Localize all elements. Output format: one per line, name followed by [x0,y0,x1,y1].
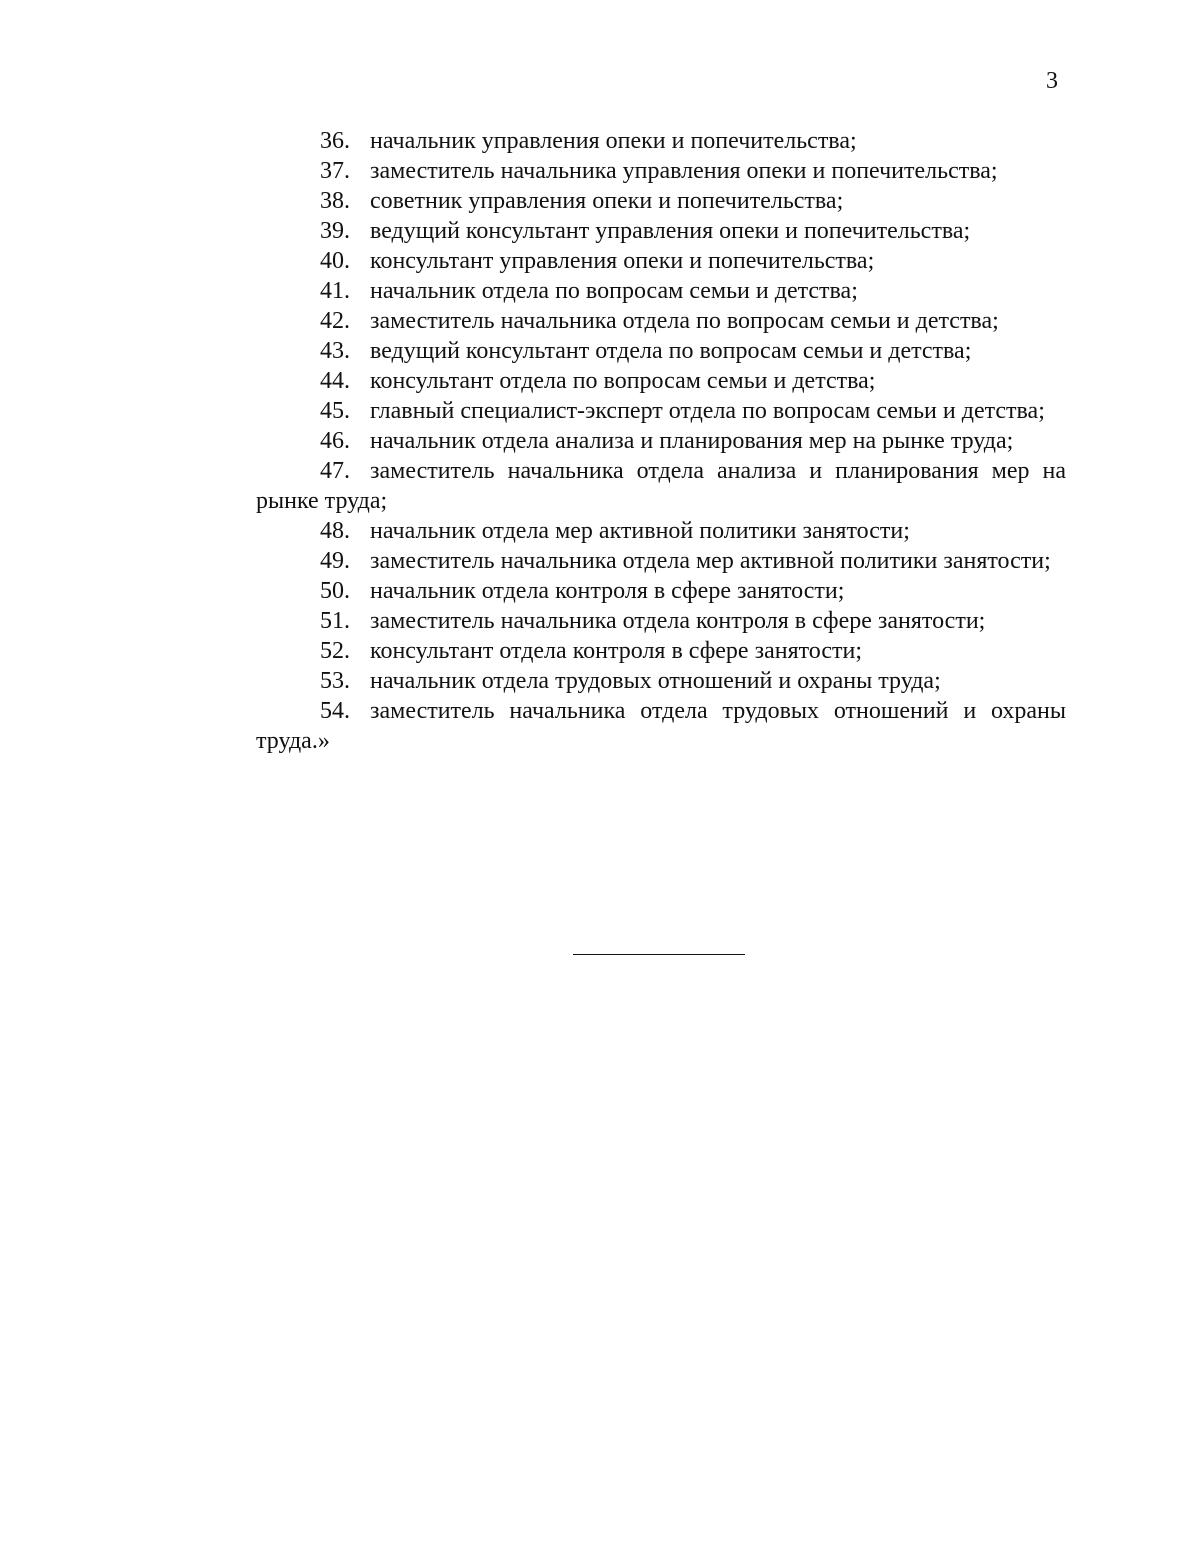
item-text: начальник отдела анализа и планирования мер на рынке труда; [370,428,1014,454]
item-text: главный специалист-эксперт отдела по вопросам семьи и детства; [370,398,1045,424]
item-number: 46. [320,428,350,454]
item-text: консультант управления опеки и попечительства; [370,248,875,274]
item-number: 54. [320,698,350,724]
item-text: консультант отдела контроля в сфере занятости; [370,638,863,664]
item-number: 47. [320,458,350,484]
item-text: заместитель начальника отдела анализа и планирования мер на рынке труда; [256,458,1066,514]
item-text: начальник отдела по вопросам семьи и детства; [370,278,858,304]
item-number: 52. [320,638,350,664]
closing-rule [573,954,745,955]
list-item [256,126,1066,156]
item-text: заместитель начальника управления опеки и попечительства; [370,158,998,184]
item-text: ведущий консультант управления опеки и попечительства; [370,218,971,244]
item-text: начальник отдела мер активной политики занятости; [370,518,910,544]
list-item [256,576,1066,606]
list-item [256,156,1066,186]
item-text: ведущий консультант отдела по вопросам семьи и детства; [370,338,972,364]
list-item [256,186,1066,216]
item-text: начальник отдела трудовых отношений и охраны труда; [370,668,941,694]
list-item [256,636,1066,666]
list-item [256,276,1066,306]
item-text: заместитель начальника отдела контроля в сфере занятости; [370,608,986,634]
list-item [256,606,1066,636]
list-item [256,546,1066,576]
item-number: 40. [320,248,350,274]
item-text: заместитель начальника отдела трудовых отношений и охраны труда.» [256,698,1066,754]
item-number: 41. [320,278,350,304]
page-number: 3 [1046,68,1058,94]
item-text: начальник управления опеки и попечительства; [370,128,857,154]
item-number: 37. [320,158,350,184]
position-list [256,126,1066,756]
list-item [256,696,1066,756]
item-text: советник управления опеки и попечительства; [370,188,844,214]
list-item [256,666,1066,696]
list-item [256,366,1066,396]
list-item [256,336,1066,366]
item-number: 39. [320,218,350,244]
item-number: 45. [320,398,350,424]
list-item [256,216,1066,246]
list-item [256,396,1066,426]
list-item [256,456,1066,516]
item-number: 48. [320,518,350,544]
item-number: 43. [320,338,350,364]
item-text: консультант отдела по вопросам семьи и детства; [370,368,876,394]
list-item [256,516,1066,546]
list-item [256,246,1066,276]
item-number: 38. [320,188,350,214]
item-number: 36. [320,128,350,154]
list-item [256,426,1066,456]
item-number: 44. [320,368,350,394]
item-number: 42. [320,308,350,334]
item-text: заместитель начальника отдела по вопросам семьи и детства; [370,308,999,334]
list-item [256,306,1066,336]
item-number: 53. [320,668,350,694]
item-number: 51. [320,608,350,634]
item-number: 49. [320,548,350,574]
item-number: 50. [320,578,350,604]
item-text: заместитель начальника отдела мер активной политики занятости; [370,548,1051,574]
item-text: начальник отдела контроля в сфере занятости; [370,578,845,604]
